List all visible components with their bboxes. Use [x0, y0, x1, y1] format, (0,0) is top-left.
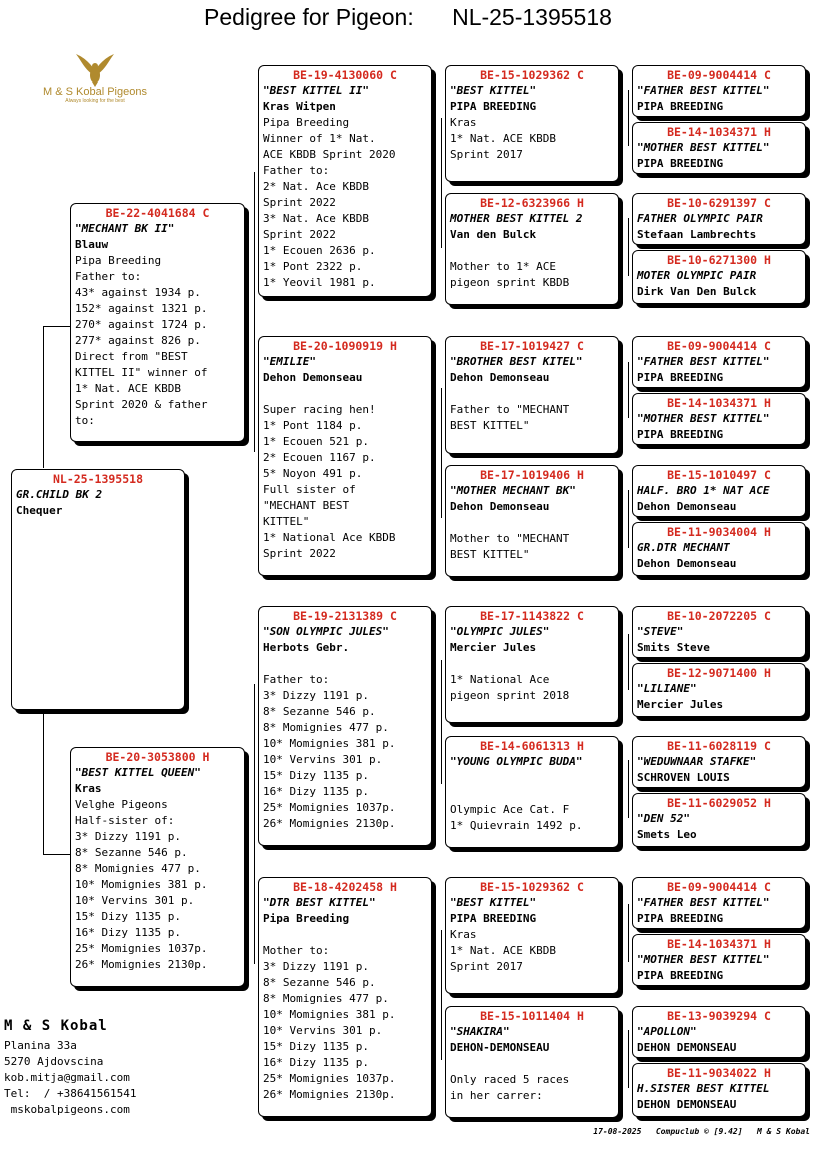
pigeon-card-mother [70, 747, 245, 987]
pigeon-card-mfm [445, 736, 619, 848]
ring-number: BE-18-4202458 H [293, 880, 397, 894]
ring-number: BE-17-1019427 C [480, 339, 584, 353]
pigeon-card-ffmf [632, 193, 806, 245]
pigeon-owner: Kras Witpen [263, 100, 336, 113]
ring-number: NL-25-1395518 [52, 472, 143, 486]
breeder-name: M & S Kobal [4, 1018, 108, 1034]
pigeon-name: "APOLLON" [637, 1025, 697, 1038]
pigeon-info: Olympic Ace Cat. F 1* Quievrain 1492 p. [450, 803, 583, 832]
address-city: 5270 Ajdovscina [4, 1055, 104, 1068]
ring-number: BE-11-9034004 H [667, 525, 771, 539]
address-phone: Tel: / +38641561541 [4, 1087, 137, 1100]
pigeon-owner: Stefaan Lambrechts [637, 228, 757, 241]
pigeon-info: Velghe Pigeons Half-sister of: 3* Dizzy 1191 p. 8* Sezanne 546 p. 8* Momignies 477 p. 10* Momignies 381 p. 10* Vervins 301 p. 15* Dizy 1135 p. 16* Dizy 1135 p. 25* Momignies 1037p. 26* Momignies 2130p. [75, 798, 208, 971]
logo-name: M & S Kobal Pigeons [43, 86, 147, 98]
pigeon-name: MOTER OLYMPIC PAIR [637, 269, 757, 282]
pigeon-owner: PIPA BREEDING [637, 100, 724, 113]
breeder-address [4, 1018, 136, 1118]
pigeon-card-mm [258, 877, 432, 1117]
pigeon-card-mff [445, 606, 619, 723]
pigeon-card-ffm [445, 193, 619, 305]
ring-number: BE-12-6323966 H [480, 196, 584, 210]
ring-number: BE-15-1029362 C [480, 68, 584, 82]
ring-number: BE-15-1010497 C [667, 468, 771, 482]
pigeon-name: "BEST KITTEL" [450, 896, 537, 909]
pigeon-owner: Pipa Breeding [263, 912, 350, 925]
pigeon-name: "MOTHER BEST KITTEL" [637, 953, 770, 966]
pigeon-owner: DEHON DEMONSEAU [637, 1041, 737, 1054]
pigeon-card-fmmf [632, 465, 806, 517]
ring-number: BE-10-2072205 C [667, 609, 771, 623]
ring-number: BE-13-9039294 C [667, 1009, 771, 1023]
ring-number: BE-09-9004414 C [667, 880, 771, 894]
pigeon-card-subject [11, 469, 185, 710]
address-street: Planina 33a [4, 1039, 77, 1052]
pigeon-owner: Chequer [16, 504, 63, 517]
pigeon-owner: Smets Leo [637, 828, 697, 841]
pigeon-card-fffm [632, 122, 806, 174]
pigeon-owner: PIPA BREEDING [637, 912, 724, 925]
pigeon-owner: Dehon Demonseau [637, 500, 737, 513]
pigeon-owner: Van den Bulck [450, 228, 537, 241]
pigeon-owner: SCHROVEN LOUIS [637, 771, 730, 784]
pigeon-card-mmf [445, 877, 619, 994]
pigeon-owner: PIPA BREEDING [450, 912, 537, 925]
ring-number: BE-14-1034371 H [667, 125, 771, 139]
pigeon-card-ffff [632, 65, 806, 117]
ring-number: BE-20-3053800 H [105, 750, 210, 764]
ring-number: BE-14-1034371 H [667, 937, 771, 951]
pigeon-name: HALF. BRO 1* NAT ACE [637, 484, 770, 497]
pigeon-name: "MECHANT BK II" [75, 222, 175, 235]
pigeon-owner: Dehon Demonseau [637, 557, 737, 570]
pigeon-card-fmm [445, 465, 619, 577]
pigeon-info: Mother to "MECHANT BEST KITTEL" [450, 532, 570, 561]
pigeon-card-mf [258, 606, 432, 846]
pigeon-card-mmff [632, 877, 806, 929]
pigeon-owner: DEHON-DEMONSEAU [450, 1041, 550, 1054]
ring-number: BE-20-1090919 H [293, 339, 397, 353]
pigeon-owner: PIPA BREEDING [637, 371, 724, 384]
pigeon-name: "FATHER BEST KITTEL" [637, 896, 770, 909]
pigeon-info: Kras 1* Nat. ACE KBDB Sprint 2017 [450, 928, 556, 973]
pigeon-name: "BEST KITTEL II" [263, 84, 369, 97]
pigeon-card-mmmf [632, 1006, 806, 1058]
pigeon-name: FATHER OLYMPIC PAIR [637, 212, 763, 225]
pigeon-owner: Kras [75, 782, 102, 795]
pigeon-card-fmfm [632, 393, 806, 445]
pigeon-info: 1* National Ace pigeon sprint 2018 [450, 673, 570, 702]
pigeon-owner: Herbots Gebr. [263, 641, 350, 654]
ring-number: BE-22-4041684 C [105, 206, 210, 220]
pigeon-name: "FATHER BEST KITTEL" [637, 84, 770, 97]
pigeon-card-fmmm [632, 522, 806, 576]
pigeon-name: "BEST KITTEL" [450, 84, 537, 97]
pigeon-card-fff [445, 65, 619, 182]
ring-number: BE-11-9034022 H [667, 1066, 771, 1080]
pigeon-card-mffm [632, 663, 806, 717]
pigeon-card-fmff [632, 336, 806, 388]
pigeon-name: "BEST KITTEL QUEEN" [75, 766, 201, 779]
pigeon-card-fmf [445, 336, 619, 454]
pigeon-info: Mother to: 3* Dizzy 1191 p. 8* Sezanne 546 p. 8* Momignies 477 p. 10* Momignies 381 p. 10* Vervins 301 p. 15* Dizy 1135 p. 16* Dizy 1135 p. 25* Momignies 1037p. 26* Momignies 2130p. [263, 944, 396, 1101]
pigeon-info: Mother to 1* ACE pigeon sprint KBDB [450, 260, 570, 289]
pigeon-info: Pipa Breeding Winner of 1* Nat. ACE KBDB Sprint 2020 Father to: 2* Nat. Ace KBDB Sprint 2022 3* Nat. Ace KBDB Sprint 2022 1* Ecouen 2636 p. 1* Pont 2322 p. 1* Yeovil 1981 p. [263, 116, 396, 289]
pigeon-name: "MOTHER BEST KITTEL" [637, 141, 770, 154]
pigeon-card-mfff [632, 606, 806, 658]
pigeon-info: Only raced 5 races in her carrer: [450, 1073, 570, 1102]
pigeon-owner: Dehon Demonseau [263, 371, 363, 384]
pigeon-card-mmfm [632, 934, 806, 986]
pigeon-info: Father to: 3* Dizzy 1191 p. 8* Sezanne 546 p. 8* Momignies 477 p. 10* Momignies 381 p. 10* Vervins 301 p. 15* Dizy 1135 p. 16* Dizy 1135 p. 25* Momignies 1037p. 26* Momignies 2130p. [263, 673, 396, 830]
pigeon-name: "OLYMPIC JULES" [450, 625, 550, 638]
pigeon-name: "LILIANE" [637, 682, 697, 695]
ring-number: BE-12-9071400 H [667, 666, 771, 680]
ring-number: BE-10-6291397 C [667, 196, 771, 210]
ring-number: BE-15-1011404 H [480, 1009, 584, 1023]
ring-number: BE-09-9004414 C [667, 68, 771, 82]
pigeon-name: "SHAKIRA" [450, 1025, 510, 1038]
pigeon-card-mfmf [632, 736, 806, 788]
pigeon-card-father [70, 203, 245, 442]
pigeon-name: H.SISTER BEST KITTEL [637, 1082, 770, 1095]
pigeon-owner: DEHON DEMONSEAU [637, 1098, 737, 1111]
pigeon-name: "STEVE" [637, 625, 684, 638]
pigeon-owner: PIPA BREEDING [637, 428, 724, 441]
address-website: mskobalpigeons.com [4, 1103, 130, 1116]
ring-number: BE-19-2131389 C [293, 609, 397, 623]
pigeon-name: GR.CHILD BK 2 [16, 488, 103, 501]
pigeon-name: "BROTHER BEST KITEL" [450, 355, 583, 368]
ring-number: BE-10-6271300 H [667, 253, 771, 267]
pigeon-owner: PIPA BREEDING [450, 100, 537, 113]
pigeon-name: "EMILIE" [263, 355, 316, 368]
pigeon-owner: Dehon Demonseau [450, 500, 550, 513]
pigeon-owner: Dirk Van Den Bulck [637, 285, 757, 298]
pigeon-info: Pipa Breeding Father to: 43* against 1934 p. 152* against 1321 p. 270* against 1724 p. 277* against 826 p. Direct from "BEST KITTEL II" winner of 1* Nat. ACE KBDB Sprint 2020 & father to: [75, 254, 208, 427]
pigeon-card-ffmm [632, 250, 806, 304]
pigeon-name: MOTHER BEST KITTEL 2 [450, 212, 583, 225]
ring-number: BE-11-6029052 H [667, 796, 771, 810]
pigeon-info: Super racing hen! 1* Pont 1184 p. 1* Ecouen 521 p. 2* Ecouen 1167 p. 5* Noyon 491 p. Full sister of "MECHANT BEST KITTEL" 1* National Ace KBDB Sprint 2022 [263, 403, 396, 560]
breeder-logo [30, 52, 160, 122]
pigeon-card-fm [258, 336, 432, 576]
footer-credits: 17-08-2025 Compuclub © [9.42] M & S Kobal [593, 1127, 810, 1136]
address-email: kob.mitja@gmail.com [4, 1071, 130, 1084]
pigeon-name: "SON OLYMPIC JULES" [263, 625, 389, 638]
ring-number: BE-11-6028119 C [667, 739, 771, 753]
ring-number: BE-14-1034371 H [667, 396, 771, 410]
pigeon-owner: Mercier Jules [450, 641, 537, 654]
pigeon-name: GR.DTR MECHANT [637, 541, 730, 554]
pigeon-owner: PIPA BREEDING [637, 969, 724, 982]
pigeon-card-mfmm [632, 793, 806, 847]
ring-number: BE-17-1143822 C [480, 609, 584, 623]
pigeon-owner: PIPA BREEDING [637, 157, 724, 170]
pigeon-card-mmmm [632, 1063, 806, 1117]
pigeon-name: "MOTHER MECHANT BK" [450, 484, 576, 497]
pigeon-card-mmm [445, 1006, 619, 1118]
page-title: Pedigree for Pigeon: NL-25-1395518 [204, 4, 612, 30]
ring-number: BE-14-6061313 H [480, 739, 584, 753]
pigeon-info: Kras 1* Nat. ACE KBDB Sprint 2017 [450, 116, 556, 161]
pigeon-logo-icon [72, 52, 118, 88]
pigeon-owner: Smits Steve [637, 641, 710, 654]
pigeon-name: "DEN 52" [637, 812, 690, 825]
pigeon-owner: Blauw [75, 238, 109, 251]
pigeon-name: "DTR BEST KITTEL" [263, 896, 376, 909]
ring-number: BE-09-9004414 C [667, 339, 771, 353]
ring-number: BE-19-4130060 C [293, 68, 397, 82]
pigeon-info: Father to "MECHANT BEST KITTEL" [450, 403, 570, 432]
pigeon-owner: Mercier Jules [637, 698, 724, 711]
pigeon-name: "YOUNG OLYMPIC BUDA" [450, 755, 583, 768]
ring-number: BE-17-1019406 H [480, 468, 584, 482]
pigeon-owner: Dehon Demonseau [450, 371, 550, 384]
pigeon-name: "MOTHER BEST KITTEL" [637, 412, 770, 425]
pigeon-card-ff [258, 65, 432, 297]
logo-tagline: Always looking for the best [65, 98, 125, 104]
ring-number: BE-15-1029362 C [480, 880, 584, 894]
pigeon-name: "FATHER BEST KITTEL" [637, 355, 770, 368]
pigeon-name: "WEDUWNAAR STAFKE" [637, 755, 757, 768]
